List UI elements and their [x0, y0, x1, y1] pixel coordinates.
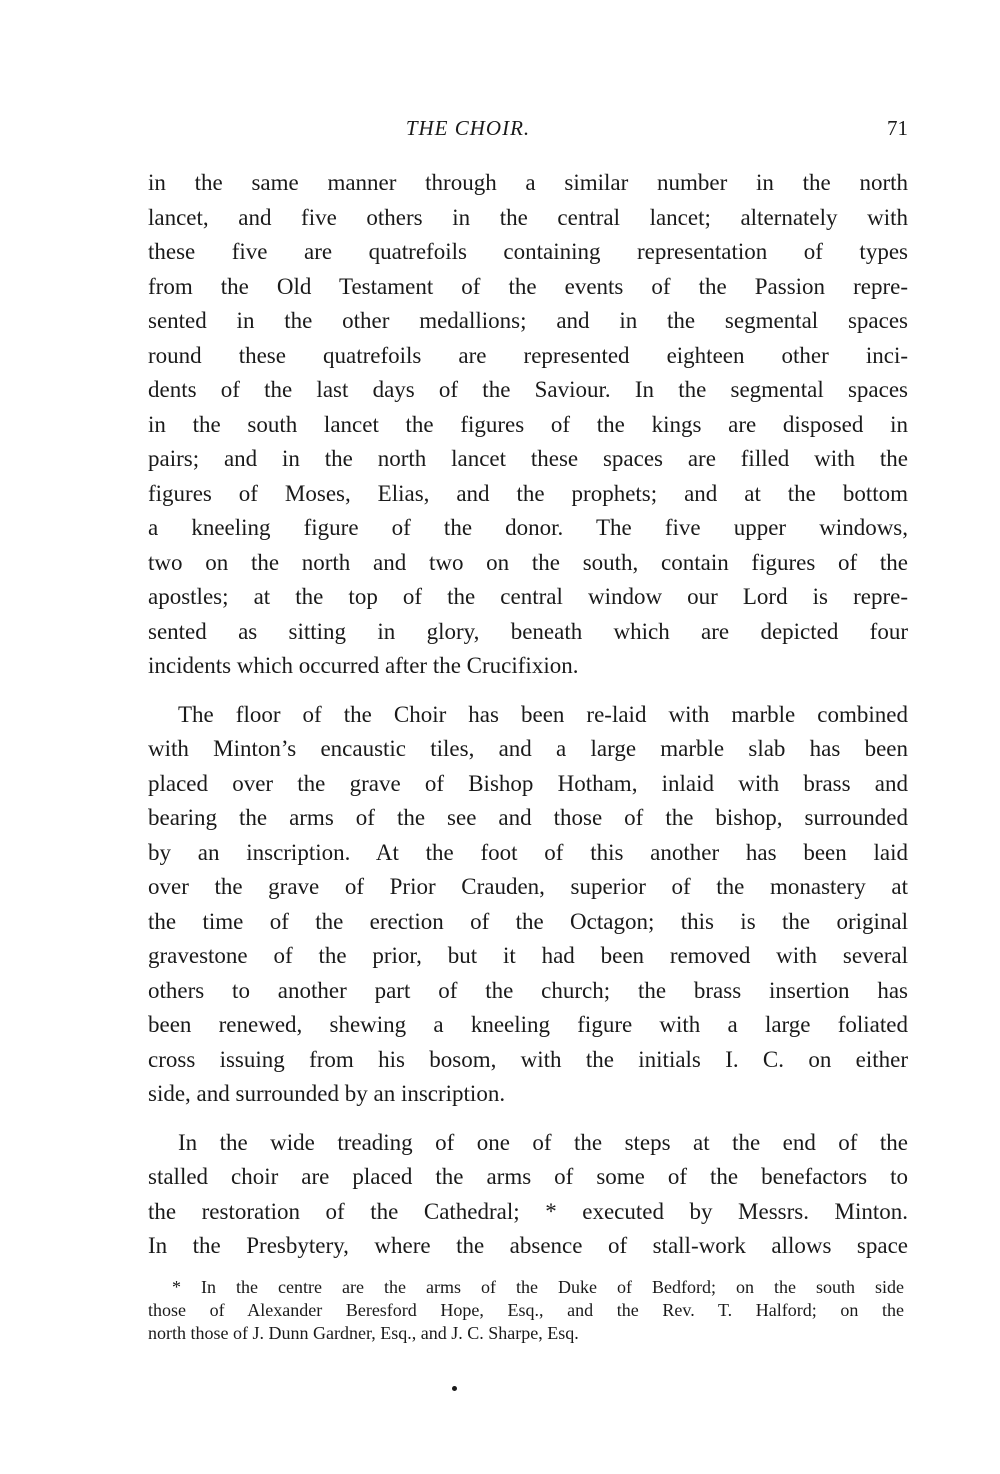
text-line: these five are quatrefoils containing representation of types [148, 239, 908, 264]
running-head [148, 116, 908, 146]
body-text [148, 166, 908, 1264]
text-line: bearing the arms of the see and those of the bishop, surrounded [148, 805, 908, 830]
text-line: over the grave of Prior Crauden, superior of the monastery at [148, 874, 908, 899]
printer-mark [452, 1386, 457, 1391]
footnote [148, 1276, 904, 1345]
text-line: in the same manner through a similar number in the north [148, 170, 908, 195]
text-line: In the wide treading of one of the steps at the end of the [178, 1129, 908, 1155]
text-line: the time of the erection of the Octagon; this is the original [148, 908, 908, 934]
text-line: in the south lancet the figures of the kings are disposed in [148, 411, 908, 437]
page-number: 71 [887, 116, 908, 140]
text-line: dents of the last days of the Saviour. In the segmental spaces [148, 377, 908, 402]
text-line: others to another part of the church; the brass insertion has [148, 977, 908, 1003]
paragraph-choir-floor [148, 698, 908, 1112]
paragraph-stained-glass [148, 166, 908, 684]
text-line: a kneeling figure of the donor. The five upper windows, [148, 515, 908, 540]
text-line: figures of Moses, Elias, and the prophets; and at the bottom [148, 480, 908, 506]
text-line: round these quatrefoils are represented eighteen other inci- [148, 342, 908, 368]
text-line: In the Presbytery, where the absence of stall-work allows space [148, 1233, 908, 1258]
text-line: by an inscription. At the foot of this another has been laid [148, 839, 908, 865]
text-line: been renewed, shewing a kneeling figure with a large foliated [148, 1012, 908, 1037]
paragraph-benefactors [148, 1126, 908, 1264]
text-line: incidents which occurred after the Crucifixion. [148, 653, 579, 678]
text-line: pairs; and in the north lancet these spaces are filled with the [148, 446, 908, 471]
text-line: the restoration of the Cathedral; * executed by Messrs. Minton. [148, 1198, 908, 1224]
text-line: with Minton’s encaustic tiles, and a large marble slab has been [148, 736, 908, 761]
footnote-line: those of Alexander Beresford Hope, Esq., and the Rev. T. Halford; on the [148, 1300, 904, 1320]
text-line: The floor of the Choir has been re-laid with marble combined [178, 701, 908, 727]
text-line: placed over the grave of Bishop Hotham, inlaid with brass and [148, 770, 908, 796]
text-line: sented in the other medallions; and in the segmental spaces [148, 308, 908, 333]
text-line: gravestone of the prior, but it had been removed with several [148, 943, 908, 968]
text-line: from the Old Testament of the events of the Passion repre- [148, 273, 908, 299]
text-line: stalled choir are placed the arms of some of the benefactors to [148, 1164, 908, 1189]
footnote-line: north those of J. Dunn Gardner, Esq., and J. C. Sharpe, Esq. [148, 1323, 579, 1343]
text-line: two on the north and two on the south, contain figures of the [148, 549, 908, 575]
text-line: side, and surrounded by an inscription. [148, 1081, 506, 1106]
text-line: sented as sitting in glory, beneath which are depicted four [148, 618, 908, 644]
text-line: cross issuing from his bosom, with the initials I. C. on either [148, 1046, 908, 1072]
footnote-line: * In the centre are the arms of the Duke of Bedford; on the south side [172, 1277, 904, 1297]
running-title: THE CHOIR. [405, 116, 531, 140]
text-line: apostles; at the top of the central window our Lord is repre- [148, 584, 908, 609]
text-line: lancet, and five others in the central lancet; alternately with [148, 204, 908, 230]
